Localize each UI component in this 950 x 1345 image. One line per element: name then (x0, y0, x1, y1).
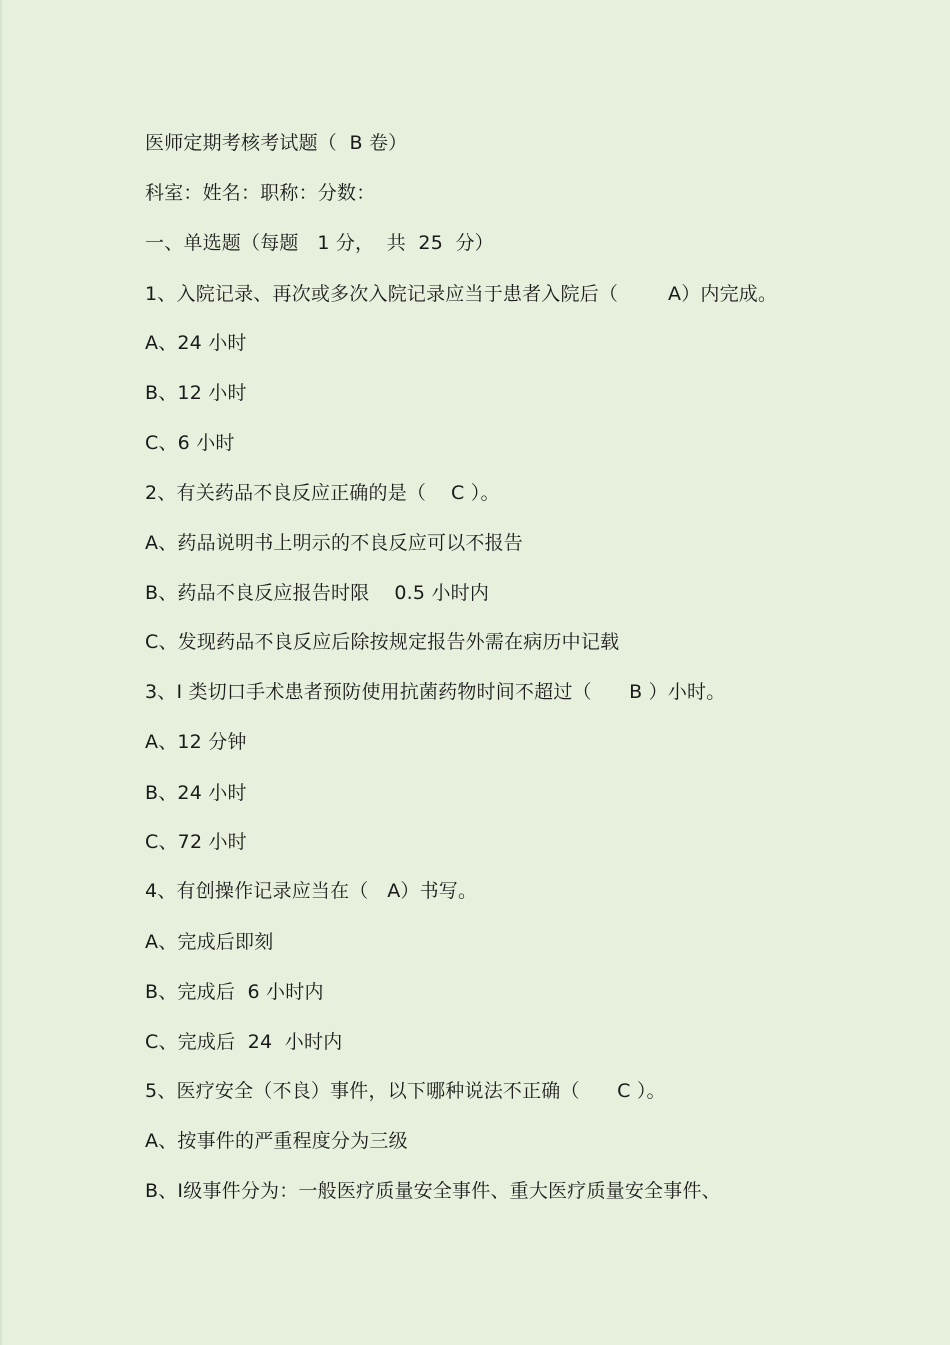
question-3-option-b: B、24 小时 (145, 782, 247, 804)
question-3-stem: 3、I 类切口手术患者预防使用抗菌药物时间不超过（ B ）小时。 (145, 681, 726, 703)
question-5-stem: 5、医疗安全（不良）事件，以下哪种说法不正确（ C ）。 (145, 1080, 666, 1102)
question-2-stem: 2、有关药品不良反应正确的是（ C ）。 (145, 482, 500, 504)
question-4-option-c: C、完成后 24 小时内 (145, 1031, 343, 1053)
section-header: 一、单选题（每题 1 分， 共 25 分） (145, 232, 494, 254)
question-2-option-b: B、药品不良反应报告时限 0.5 小时内 (145, 582, 490, 604)
question-1-option-a: A、24 小时 (145, 332, 247, 354)
question-2-option-c: C、发现药品不良反应后除按规定报告外需在病历中记载 (145, 631, 620, 653)
question-1-option-b: B、12 小时 (145, 382, 247, 404)
info-line: 科室：姓名：职称：分数： (145, 182, 376, 204)
question-3-option-c: C、72 小时 (145, 831, 247, 853)
question-5-option-a: A、按事件的严重程度分为三级 (145, 1130, 408, 1152)
question-5-option-b: B、Ⅰ级事件分为：一般医疗质量安全事件、重大医疗质量安全事件、 (145, 1180, 721, 1202)
question-4-option-b: B、完成后 6 小时内 (145, 981, 324, 1003)
question-1-stem: 1、入院记录、再次或多次入院记录应当于患者入院后（ A）内完成。 (145, 283, 778, 305)
question-3-option-a: A、12 分钟 (145, 731, 247, 753)
question-4-stem: 4、有创操作记录应当在（ A）书写。 (145, 880, 478, 902)
question-1-option-c: C、6 小时 (145, 432, 235, 454)
question-4-option-a: A、完成后即刻 (145, 931, 274, 953)
exam-title: 医师定期考核考试题（ B 卷） (145, 132, 408, 154)
question-2-option-a: A、药品说明书上明示的不良反应可以不报告 (145, 532, 523, 554)
